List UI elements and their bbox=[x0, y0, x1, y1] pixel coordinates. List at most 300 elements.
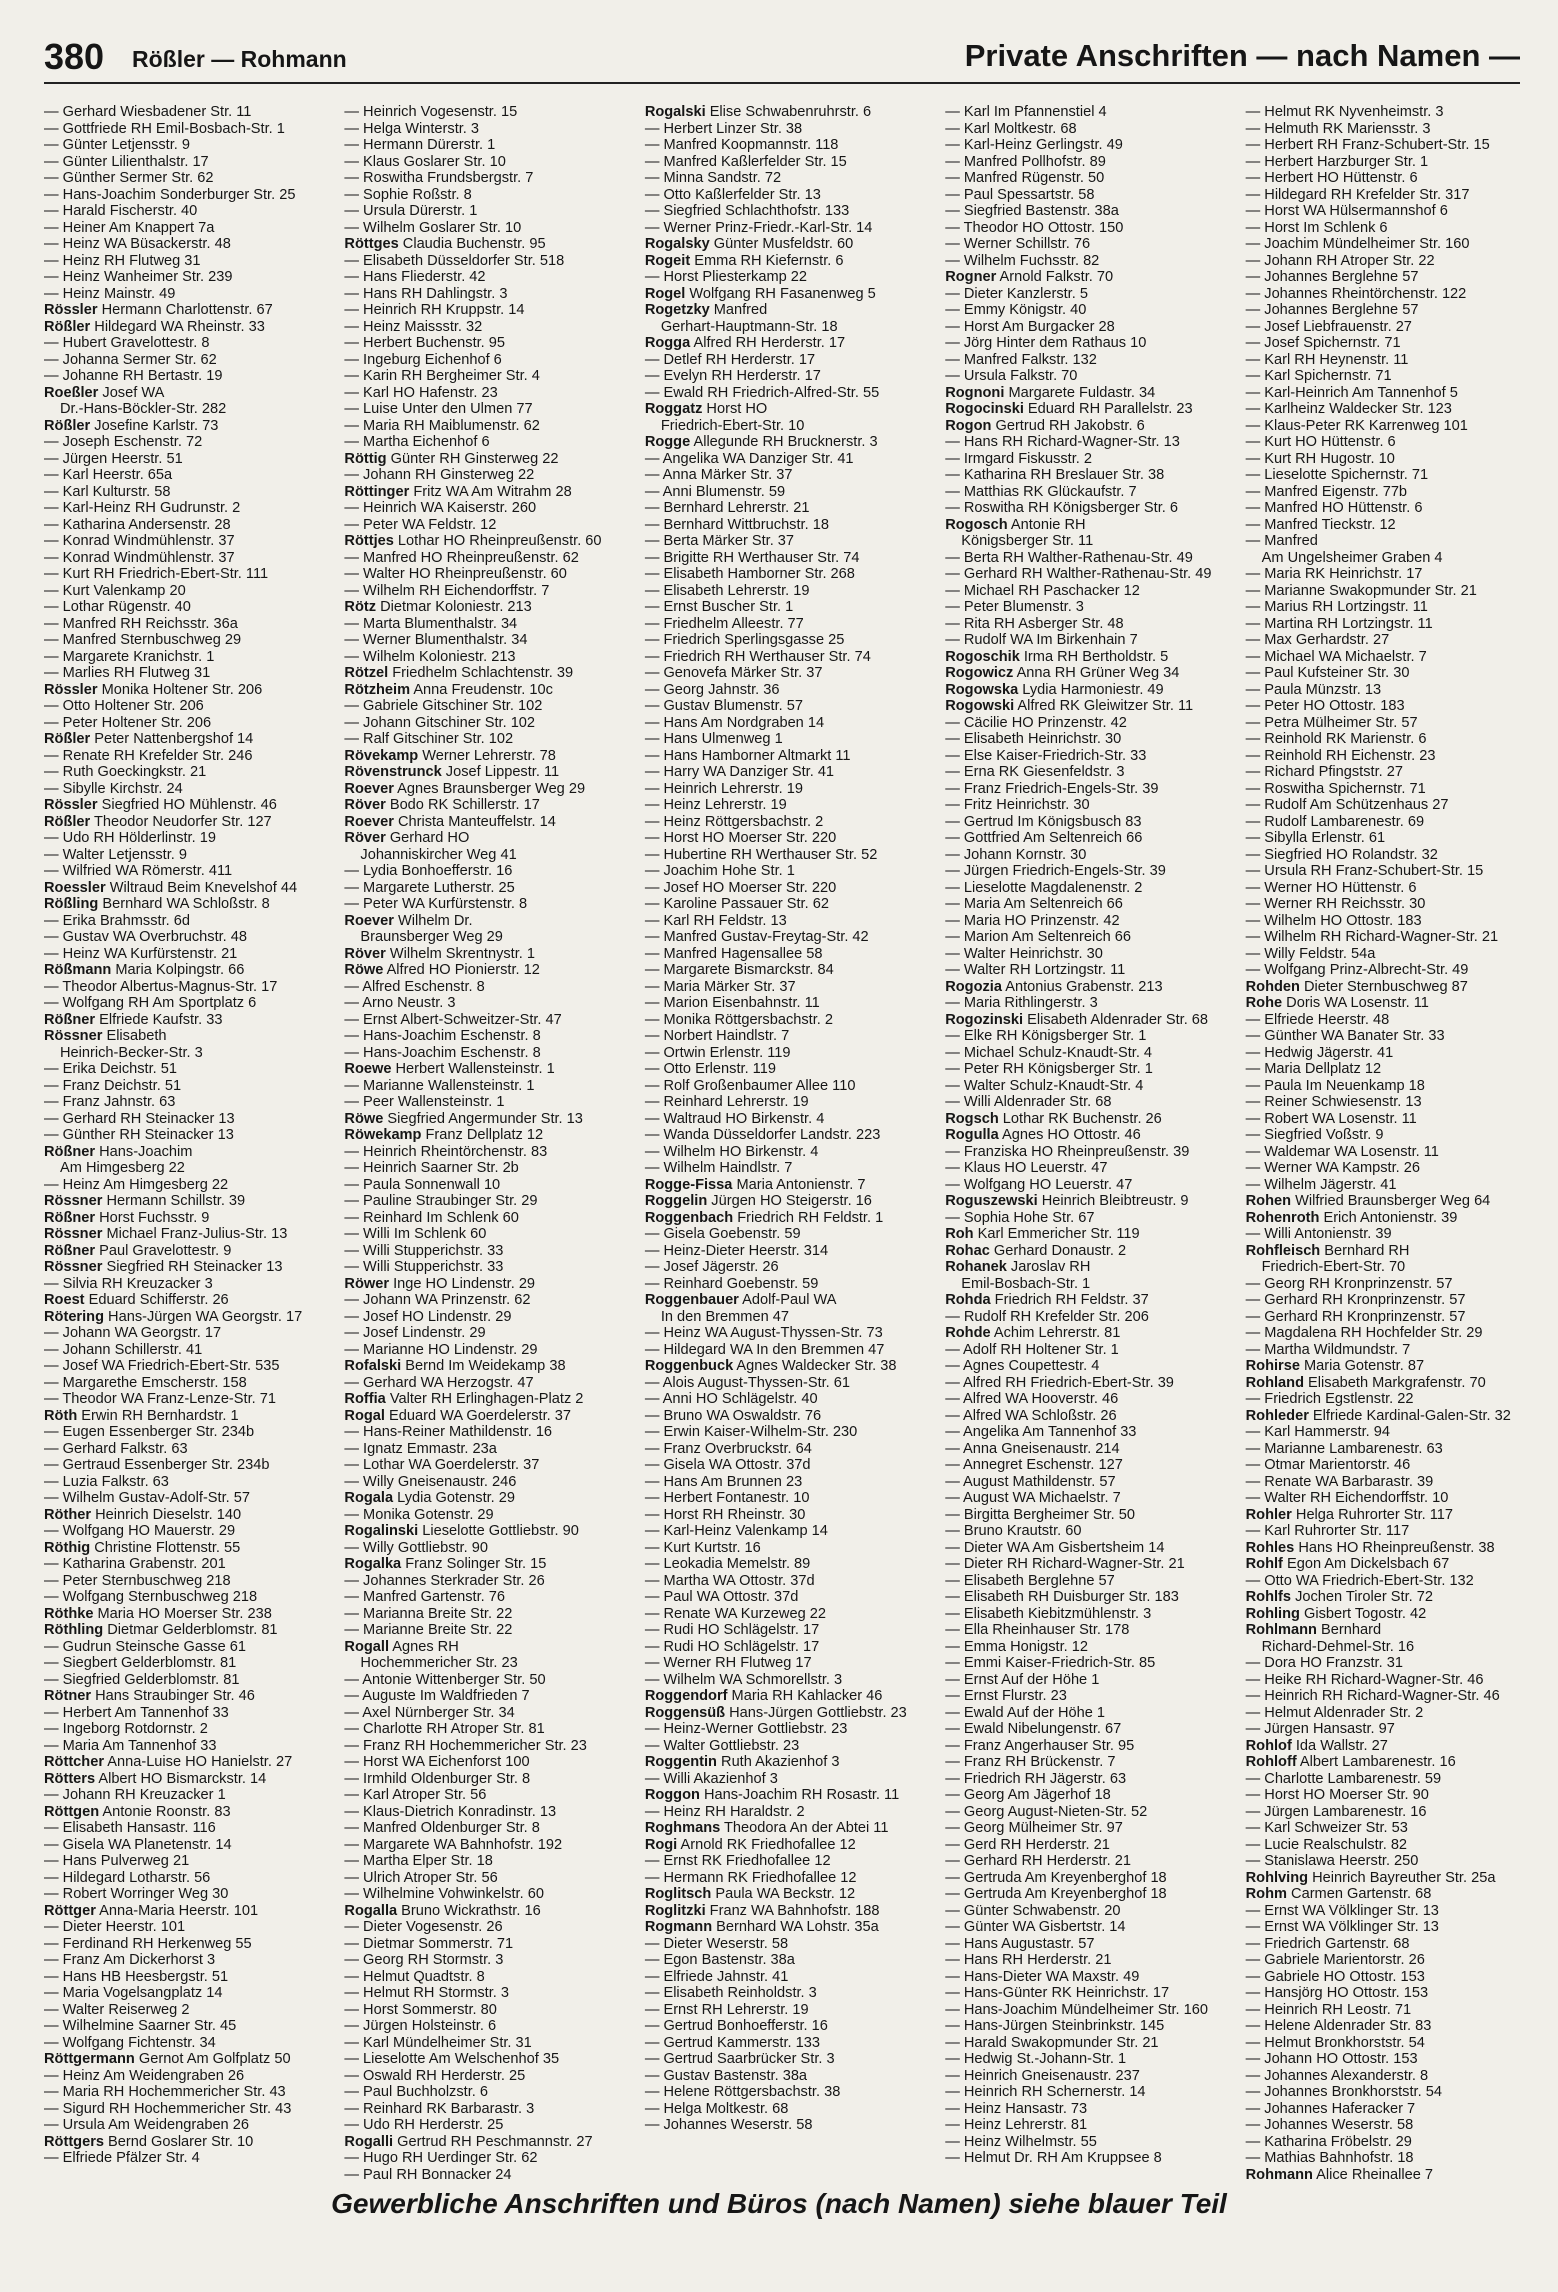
entry-text: — Hans-Joachim Sonderburger Str. 25 bbox=[44, 186, 296, 203]
directory-entry bbox=[344, 583, 618, 600]
entry-surname: Rohmann bbox=[1245, 2166, 1313, 2183]
directory-entry bbox=[1246, 1160, 1520, 1177]
directory-entry bbox=[945, 715, 1219, 732]
directory-columns bbox=[44, 104, 1520, 2183]
directory-entry bbox=[945, 269, 1219, 286]
entry-surname: Rogocinski bbox=[945, 401, 1024, 417]
entry-surname: Rößner bbox=[44, 1011, 96, 1028]
entry-text: Siegfried Angermunder Str. 13 bbox=[383, 1110, 583, 1127]
entry-text: — Johannes Weserstr. 58 bbox=[644, 2117, 813, 2133]
entry-text: — Roswitha RH Königsberger Str. 6 bbox=[945, 500, 1179, 516]
directory-entry bbox=[945, 236, 1219, 253]
entry-text: — Theodor HO Ottostr. 150 bbox=[945, 219, 1124, 236]
directory-entry bbox=[945, 401, 1219, 418]
entry-text: — Auguste Im Waldfrieden 7 bbox=[344, 1688, 530, 1704]
directory-entry bbox=[945, 583, 1219, 600]
directory-entry bbox=[645, 1919, 919, 1936]
directory-entry bbox=[44, 1342, 318, 1359]
entry-text: — Heinrich RH Leostr. 71 bbox=[1245, 2001, 1412, 2018]
directory-entry bbox=[945, 1276, 1219, 1293]
entry-surname: Rohlof bbox=[1245, 1737, 1292, 1754]
entry-text: Am Himgesberg 22 bbox=[60, 1160, 185, 1176]
directory-entry bbox=[1246, 946, 1520, 963]
entry-text: — Kurt RH Friedrich-Ebert-Str. 111 bbox=[44, 566, 269, 582]
entry-text: — Willi Antonienstr. 39 bbox=[1245, 1226, 1392, 1242]
entry-text: — Wilhelm Koloniestr. 213 bbox=[344, 648, 516, 665]
directory-entry bbox=[44, 484, 318, 501]
directory-entry bbox=[1246, 1045, 1520, 1062]
entry-text: Maria Kolpingstr. 66 bbox=[111, 962, 245, 978]
entry-text: — Roswitha Frundsbergstr. 7 bbox=[344, 170, 534, 186]
entry-text: — Emma Honigstr. 12 bbox=[945, 1638, 1088, 1655]
entry-text: — Gerhard Falkstr. 63 bbox=[44, 1440, 188, 1457]
entry-text: — Johannes Berglehne 57 bbox=[1245, 269, 1419, 285]
directory-entry bbox=[645, 2068, 919, 2085]
entry-text: — Walter HO Rheinpreußenstr. 60 bbox=[344, 566, 567, 582]
entry-text: — Josef HO Lindenstr. 29 bbox=[344, 1308, 512, 1325]
entry-text: Hans-Joachim RH Rosastr. 11 bbox=[699, 1787, 900, 1803]
directory-entry bbox=[344, 335, 618, 352]
entry-text: — Günther WA Banater Str. 33 bbox=[1245, 1028, 1445, 1044]
entry-surname: Roessler bbox=[44, 879, 106, 896]
entry-text: — Johann WA Georgstr. 17 bbox=[44, 1325, 222, 1341]
entry-text: — Heinrich RH Schernerstr. 14 bbox=[945, 2084, 1146, 2100]
directory-entry bbox=[344, 1474, 618, 1491]
entry-text: Ida Wallstr. 27 bbox=[1291, 1737, 1388, 1754]
directory-entry bbox=[945, 1738, 1219, 1755]
directory-entry bbox=[1246, 616, 1520, 633]
directory-entry bbox=[1246, 1853, 1520, 1870]
entry-text: Gerhard Donaustr. 2 bbox=[989, 1242, 1127, 1259]
entry-text: — Karl-Heinrich Am Tannenhof 5 bbox=[1245, 384, 1458, 401]
directory-entry bbox=[344, 2035, 618, 2052]
entry-text: — Hans Ulmenweg 1 bbox=[644, 731, 783, 747]
entry-surname: Rogi bbox=[644, 1836, 678, 1853]
entry-text: — August WA Michaelstr. 7 bbox=[945, 1490, 1121, 1506]
directory-entry bbox=[645, 533, 919, 550]
directory-entry bbox=[645, 418, 919, 435]
directory-entry bbox=[1246, 121, 1520, 138]
entry-text: — Heinz Am Himgesberg 22 bbox=[44, 1176, 229, 1193]
entry-text: — Hans-Joachim Eschenstr. 8 bbox=[344, 1044, 541, 1061]
directory-entry bbox=[344, 764, 618, 781]
directory-entry bbox=[344, 1721, 618, 1738]
entry-surname: Rogoschik bbox=[945, 648, 1020, 665]
directory-entry bbox=[945, 2051, 1219, 2068]
directory-entry bbox=[645, 1820, 919, 1837]
entry-text: — Monika Röttgersbachstr. 2 bbox=[644, 1011, 833, 1028]
directory-entry bbox=[945, 1556, 1219, 1573]
entry-text: Alfred HO Pionierstr. 12 bbox=[383, 962, 540, 978]
entry-text: — Horst WA Hülsermannshof 6 bbox=[1245, 203, 1448, 219]
entry-text: Peter Nattenbergshof 14 bbox=[90, 731, 254, 747]
entry-text: — Elisabeth Berglehne 57 bbox=[945, 1572, 1115, 1589]
entry-text: — Friedrich RH Werthauser Str. 74 bbox=[644, 648, 871, 665]
directory-entry bbox=[945, 1160, 1219, 1177]
entry-surname: Rohe bbox=[1245, 995, 1283, 1011]
directory-entry bbox=[645, 1804, 919, 1821]
entry-text: Erwin RH Bernhardstr. 1 bbox=[77, 1407, 239, 1424]
entry-text: Siegfried HO Mühlenstr. 46 bbox=[97, 797, 277, 813]
directory-entry bbox=[44, 1771, 318, 1788]
entry-surname: Röthke bbox=[44, 1605, 94, 1622]
directory-entry bbox=[44, 1540, 318, 1557]
entry-text: — Reinhard Im Schlenk 60 bbox=[344, 1209, 519, 1226]
directory-entry bbox=[1246, 335, 1520, 352]
directory-entry bbox=[44, 748, 318, 765]
entry-text: — Wilhelm Jägerstr. 41 bbox=[1245, 1176, 1397, 1193]
entry-text: — Hildegard Lotharstr. 56 bbox=[44, 1869, 211, 1886]
directory-entry bbox=[44, 1870, 318, 1887]
entry-text: — Gerhard RH Steinacker 13 bbox=[44, 1110, 235, 1127]
entry-text: — Wilhelm Fuchsstr. 82 bbox=[945, 252, 1100, 269]
entry-surname: Rötzheim bbox=[344, 681, 411, 698]
entry-text: — Magdalena RH Hochfelder Str. 29 bbox=[1245, 1325, 1483, 1341]
directory-entry bbox=[344, 1078, 618, 1095]
entry-text: — Wilhelmine Vohwinkelstr. 60 bbox=[344, 1886, 544, 1902]
directory-entry bbox=[1246, 962, 1520, 979]
directory-entry bbox=[44, 1226, 318, 1243]
directory-entry bbox=[1246, 1144, 1520, 1161]
entry-text: — Dieter Kanzlerstr. 5 bbox=[945, 285, 1088, 302]
entry-text: — Gottfriede RH Emil-Bosbach-Str. 1 bbox=[44, 120, 285, 137]
entry-text: — Helga Winterstr. 3 bbox=[344, 120, 480, 137]
entry-surname: Rohlmann bbox=[1245, 1622, 1317, 1638]
entry-text: — Siegfried HO Rolandstr. 32 bbox=[1245, 846, 1438, 863]
directory-entry bbox=[1246, 814, 1520, 831]
entry-text: — Alfred WA Schloßstr. 26 bbox=[945, 1407, 1117, 1424]
entry-text: Gernot Am Golfplatz 50 bbox=[134, 2051, 291, 2067]
directory-entry bbox=[344, 913, 618, 930]
directory-entry bbox=[344, 698, 618, 715]
directory-entry bbox=[344, 1177, 618, 1194]
entry-text: Antonie Roonstr. 83 bbox=[99, 1803, 231, 1820]
entry-surname: Rötz bbox=[344, 599, 377, 615]
entry-text: — Günter Schwabenstr. 20 bbox=[945, 1902, 1121, 1919]
entry-text: — Josef Lindenstr. 29 bbox=[344, 1325, 486, 1341]
entry-text: — Bruno WA Oswaldstr. 76 bbox=[644, 1407, 822, 1424]
entry-text: — Franziska HO Rheinpreußenstr. 39 bbox=[945, 1143, 1190, 1160]
entry-text: Friedhelm Schlachtenstr. 39 bbox=[388, 665, 574, 681]
directory-entry bbox=[1246, 418, 1520, 435]
directory-entry bbox=[1246, 1754, 1520, 1771]
directory-entry bbox=[44, 1045, 318, 1062]
directory-entry bbox=[44, 319, 318, 336]
entry-text: — Klaus HO Leuerstr. 47 bbox=[945, 1160, 1108, 1176]
entry-text: Doris WA Losenstr. 11 bbox=[1282, 995, 1429, 1011]
entry-surname: Rogal bbox=[344, 1407, 385, 1424]
directory-entry bbox=[344, 797, 618, 814]
directory-entry bbox=[344, 368, 618, 385]
directory-entry bbox=[44, 946, 318, 963]
entry-text: — Heinrich Vogesenstr. 15 bbox=[344, 104, 518, 120]
entry-text: — Willi Stupperichstr. 33 bbox=[344, 1242, 504, 1259]
entry-text: — Harald Swakopmunder Str. 21 bbox=[945, 2034, 1159, 2051]
entry-text: — Maria Am Tannenhof 33 bbox=[44, 1737, 217, 1754]
entry-text: Dietmar Koloniestr. 213 bbox=[376, 599, 532, 615]
entry-text: — Heinz WA Büsackerstr. 48 bbox=[44, 236, 231, 252]
entry-text: — Hermann Dürerstr. 1 bbox=[344, 137, 496, 153]
entry-text: — Martha Elper Str. 18 bbox=[344, 1853, 493, 1869]
directory-entry bbox=[645, 335, 919, 352]
entry-surname: Rötters bbox=[44, 1770, 96, 1787]
entry-text: — Manfred RH Reichsstr. 36a bbox=[44, 615, 238, 632]
entry-text: — Silvia RH Kreuzacker 3 bbox=[44, 1275, 213, 1292]
directory-entry bbox=[645, 566, 919, 583]
entry-surname: Rohden bbox=[1245, 978, 1300, 995]
directory-entry bbox=[344, 1061, 618, 1078]
directory-entry bbox=[44, 2150, 318, 2167]
entry-text: Maria RH Kahlacker 46 bbox=[727, 1688, 883, 1704]
directory-entry bbox=[945, 1408, 1219, 1425]
entry-text: — Johann Gitschiner Str. 102 bbox=[344, 714, 536, 731]
entry-text: — Willi Im Schlenk 60 bbox=[344, 1226, 487, 1242]
directory-entry bbox=[44, 1391, 318, 1408]
directory-column-2 bbox=[344, 104, 618, 2183]
header-rule bbox=[44, 82, 1520, 84]
entry-text: — Johann Kornstr. 30 bbox=[945, 846, 1087, 863]
entry-text: — Johannes Sterkrader Str. 26 bbox=[344, 1572, 545, 1589]
entry-text: — Gisela Goebenstr. 59 bbox=[644, 1226, 801, 1242]
directory-entry bbox=[645, 1490, 919, 1507]
entry-text: — Werner RH Flutweg 17 bbox=[644, 1655, 812, 1671]
entry-text: — Birgitta Bergheimer Str. 50 bbox=[945, 1506, 1136, 1523]
entry-text: — Helene Röttgersbachstr. 38 bbox=[644, 2084, 841, 2100]
entry-surname: Roest bbox=[44, 1292, 85, 1308]
directory-entry bbox=[645, 863, 919, 880]
directory-entry bbox=[344, 1754, 618, 1771]
directory-entry bbox=[1246, 995, 1520, 1012]
entry-text: — Katharina Fröbelstr. 29 bbox=[1245, 2133, 1412, 2150]
entry-text: — Paul RH Bonnacker 24 bbox=[344, 2166, 512, 2183]
entry-text: — Luzia Falkstr. 63 bbox=[44, 1473, 169, 1490]
entry-surname: Roeßler bbox=[44, 384, 99, 401]
entry-text: — Marta Blumenthalstr. 34 bbox=[344, 615, 518, 632]
directory-entry bbox=[1246, 467, 1520, 484]
entry-text: — Wilhelm WA Schmorellstr. 3 bbox=[644, 1671, 843, 1688]
entry-text: — Gertrud Saarbrücker Str. 3 bbox=[644, 2051, 835, 2067]
directory-entry bbox=[344, 1523, 618, 1540]
directory-entry bbox=[945, 880, 1219, 897]
directory-entry bbox=[945, 154, 1219, 171]
entry-text: — Walter Gottliebstr. 23 bbox=[644, 1737, 800, 1754]
directory-entry bbox=[344, 2150, 618, 2167]
directory-entry bbox=[44, 1556, 318, 1573]
directory-entry bbox=[44, 1523, 318, 1540]
entry-text: Albert HO Bismarckstr. 14 bbox=[95, 1770, 267, 1787]
entry-text: — Elfriede Pfälzer Str. 4 bbox=[44, 2150, 200, 2166]
entry-text: — Marion Am Seltenreich 66 bbox=[945, 929, 1131, 945]
directory-entry bbox=[645, 121, 919, 138]
directory-entry bbox=[1246, 979, 1520, 996]
entry-text: — Ursula Dürerstr. 1 bbox=[344, 203, 478, 219]
directory-entry bbox=[344, 220, 618, 237]
entry-text: — Jürgen Friedrich-Engels-Str. 39 bbox=[945, 863, 1166, 879]
directory-entry bbox=[1246, 1820, 1520, 1837]
entry-text: Wilhelm Skrentnystr. 1 bbox=[385, 945, 536, 962]
directory-entry bbox=[344, 352, 618, 369]
entry-text: Irma RH Bertholdstr. 5 bbox=[1019, 648, 1169, 665]
directory-entry bbox=[1246, 154, 1520, 171]
entry-text: — Rudolf RH Krefelder Str. 206 bbox=[945, 1308, 1149, 1325]
entry-text: — Alois August-Thyssen-Str. 61 bbox=[644, 1374, 851, 1391]
directory-entry bbox=[1246, 748, 1520, 765]
directory-entry bbox=[344, 616, 618, 633]
entry-text: — Heinrich RH Richard-Wagner-Str. 46 bbox=[1245, 1688, 1500, 1704]
directory-entry bbox=[945, 1144, 1219, 1161]
directory-entry bbox=[945, 1969, 1219, 1986]
entry-text: — Heinrich Gneisenaustr. 237 bbox=[945, 2067, 1140, 2084]
directory-entry bbox=[1246, 1738, 1520, 1755]
entry-text: — Wilhelm HO Ottostr. 183 bbox=[1245, 912, 1422, 929]
entry-text: — Reinhold RH Eichenstr. 23 bbox=[1245, 747, 1436, 764]
directory-entry bbox=[44, 1639, 318, 1656]
entry-surname: Rohling bbox=[1245, 1605, 1300, 1622]
entry-text: Jochen Tiroler Str. 72 bbox=[1291, 1589, 1433, 1605]
directory-entry bbox=[645, 1886, 919, 1903]
entry-text: — Horst HO Moerser Str. 220 bbox=[644, 830, 837, 846]
directory-entry bbox=[945, 451, 1219, 468]
entry-text: Hans-Joachim bbox=[95, 1143, 193, 1160]
entry-text: — Matthias RK Glückaufstr. 7 bbox=[945, 483, 1137, 500]
directory-entry bbox=[344, 319, 618, 336]
directory-entry bbox=[1246, 1573, 1520, 1590]
entry-text: Gerhart-Hauptmann-Str. 18 bbox=[660, 318, 838, 335]
directory-entry bbox=[945, 1078, 1219, 1095]
entry-text: — Horst Sommerstr. 80 bbox=[344, 2001, 497, 2018]
directory-entry bbox=[344, 1342, 618, 1359]
entry-surname: Röver bbox=[344, 945, 386, 962]
directory-entry bbox=[645, 1952, 919, 1969]
directory-entry bbox=[344, 1969, 618, 1986]
directory-entry bbox=[1246, 1078, 1520, 1095]
entry-text: — Gisela WA Planetenstr. 14 bbox=[44, 1836, 232, 1853]
entry-text: Valter RH Erlinghagen-Platz 2 bbox=[385, 1391, 584, 1407]
directory-entry bbox=[344, 929, 618, 946]
entry-text: Carmen Gartenstr. 68 bbox=[1286, 1886, 1432, 1902]
directory-entry bbox=[945, 385, 1219, 402]
entry-text: — Ernst Flurstr. 23 bbox=[945, 1688, 1067, 1704]
directory-entry bbox=[645, 913, 919, 930]
entry-text: — Hedwig Jägerstr. 41 bbox=[1245, 1044, 1394, 1061]
directory-entry bbox=[1246, 731, 1520, 748]
entry-text: — Gustav Bastenstr. 38a bbox=[644, 2067, 808, 2084]
directory-entry bbox=[344, 1540, 618, 1557]
directory-entry bbox=[945, 187, 1219, 204]
directory-entry bbox=[645, 368, 919, 385]
directory-entry bbox=[44, 847, 318, 864]
entry-text: — Heinrich Lehrerstr. 19 bbox=[644, 780, 803, 797]
entry-surname: Roggendorf bbox=[644, 1688, 728, 1704]
directory-entry bbox=[44, 1655, 318, 1672]
entry-surname: Rötzel bbox=[344, 665, 389, 681]
entry-text: Fritz WA Am Witrahm 28 bbox=[409, 483, 572, 500]
directory-entry bbox=[945, 2101, 1219, 2118]
directory-entry bbox=[645, 467, 919, 484]
directory-entry bbox=[344, 1606, 618, 1623]
directory-entry bbox=[945, 319, 1219, 336]
directory-entry bbox=[645, 1424, 919, 1441]
entry-text: — Wolfgang Fichtenstr. 34 bbox=[44, 2034, 216, 2051]
entry-text: — Peter Blumenstr. 3 bbox=[945, 599, 1084, 615]
entry-text: — Peter WA Kurfürstenstr. 8 bbox=[344, 896, 528, 912]
entry-text: — Friedrich Gartenstr. 68 bbox=[1245, 1935, 1410, 1952]
entry-text: — Johannes Berglehne 57 bbox=[1245, 302, 1419, 318]
directory-entry bbox=[44, 1952, 318, 1969]
directory-entry bbox=[44, 1969, 318, 1986]
entry-text: — Elisabeth Lehrerstr. 19 bbox=[644, 582, 810, 599]
directory-entry bbox=[44, 500, 318, 517]
entry-text: — Waltraud HO Birkenstr. 4 bbox=[644, 1110, 825, 1127]
entry-text: — Hans-Dieter WA Maxstr. 49 bbox=[945, 1968, 1140, 1985]
entry-text: — Anna Märker Str. 37 bbox=[644, 467, 793, 483]
directory-entry bbox=[645, 946, 919, 963]
directory-entry bbox=[344, 1622, 618, 1639]
entry-text: — Gisela WA Ottostr. 37d bbox=[644, 1457, 811, 1473]
entry-text: — Paula Im Neuenkamp 18 bbox=[1245, 1077, 1425, 1094]
directory-entry bbox=[945, 1226, 1219, 1243]
entry-text: — Hans-Günter RK Heinrichstr. 17 bbox=[945, 1985, 1170, 2001]
entry-text: — Margarete WA Bahnhofstr. 192 bbox=[344, 1836, 563, 1853]
entry-text: — Heinz Wilhelmstr. 55 bbox=[945, 2133, 1097, 2150]
directory-entry bbox=[344, 269, 618, 286]
entry-surname: Rogowicz bbox=[945, 665, 1014, 681]
directory-entry bbox=[645, 1985, 919, 2002]
entry-text: — Lothar WA Goerdelerstr. 37 bbox=[344, 1457, 540, 1473]
directory-entry bbox=[645, 1342, 919, 1359]
entry-text: — Hans-Joachim Eschenstr. 8 bbox=[344, 1028, 541, 1044]
entry-text: — Martina RH Lortzingstr. 11 bbox=[1245, 615, 1433, 632]
entry-text: — Helmut RH Stormstr. 3 bbox=[344, 1985, 510, 2001]
directory-entry bbox=[344, 418, 618, 435]
directory-entry bbox=[945, 896, 1219, 913]
entry-text: — Karl Schweizer Str. 53 bbox=[1245, 1820, 1408, 1836]
directory-entry bbox=[945, 550, 1219, 567]
directory-entry bbox=[344, 1804, 618, 1821]
directory-entry bbox=[1246, 715, 1520, 732]
directory-entry bbox=[945, 1094, 1219, 1111]
directory-entry bbox=[1246, 352, 1520, 369]
entry-text: — Antonie Wittenberger Str. 50 bbox=[344, 1671, 546, 1688]
directory-entry bbox=[44, 1672, 318, 1689]
entry-text: — Herbert Am Tannenhof 33 bbox=[44, 1704, 229, 1721]
directory-entry bbox=[645, 104, 919, 121]
directory-entry bbox=[645, 1094, 919, 1111]
directory-entry bbox=[344, 1160, 618, 1177]
directory-entry bbox=[1246, 2150, 1520, 2167]
directory-entry bbox=[645, 715, 919, 732]
directory-column-4 bbox=[945, 104, 1219, 2166]
entry-text: — Helmut Aldenrader Str. 2 bbox=[1245, 1704, 1424, 1721]
entry-text: Richard-Dehmel-Str. 16 bbox=[1261, 1638, 1415, 1655]
directory-entry bbox=[1246, 1177, 1520, 1194]
entry-text: — Marlies RH Flutweg 31 bbox=[44, 665, 211, 681]
directory-entry bbox=[44, 1325, 318, 1342]
entry-text: — Wolfgang HO Leuerstr. 47 bbox=[945, 1176, 1133, 1193]
entry-text: Margarete Fuldastr. 34 bbox=[1004, 384, 1156, 401]
directory-entry bbox=[945, 1375, 1219, 1392]
directory-entry bbox=[945, 1325, 1219, 1342]
directory-entry bbox=[1246, 550, 1520, 567]
directory-entry bbox=[44, 632, 318, 649]
directory-entry bbox=[645, 1870, 919, 1887]
directory-entry bbox=[645, 2018, 919, 2035]
directory-entry bbox=[1246, 1787, 1520, 1804]
entry-text: — Ernst WA Völklinger Str. 13 bbox=[1245, 1919, 1439, 1935]
entry-text: — Karl-Heinz Valenkamp 14 bbox=[644, 1523, 828, 1539]
directory-entry bbox=[1246, 1391, 1520, 1408]
entry-text: — Michael RH Paschacker 12 bbox=[945, 582, 1140, 599]
